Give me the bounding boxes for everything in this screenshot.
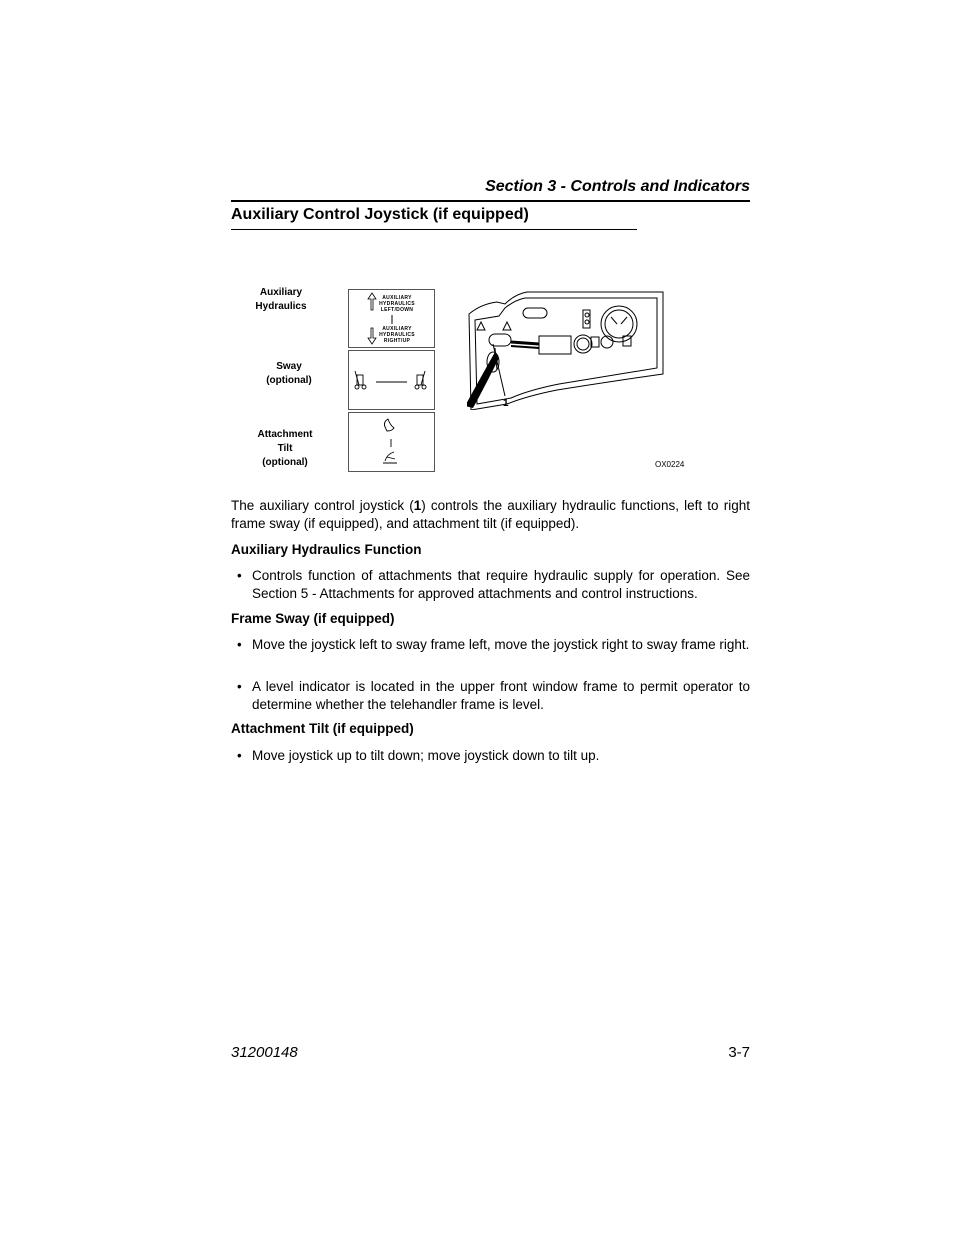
callout-number: 1 xyxy=(503,398,509,409)
document-number: 31200148 xyxy=(231,1044,298,1061)
aux-hydraulics-decal xyxy=(348,289,435,348)
decal-aux-right-up: AUXILIARY HYDRAULICS RIGHT/UP xyxy=(379,326,415,344)
section-header: Section 3 - Controls and Indicators xyxy=(231,176,750,202)
aux-hydraulics-label: Auxiliary Hydraulics xyxy=(255,287,307,312)
decal-aux-left-down: AUXILIARY HYDRAULICS LEFT/DOWN xyxy=(379,295,415,313)
list-item: • Move joystick up to tilt down; move joystick down to tilt up. xyxy=(237,748,600,763)
list-item: • Move the joystick left to sway frame left, move the joystick right to sway frame right. xyxy=(237,637,750,652)
joystick-figure xyxy=(231,280,701,480)
attachment-tilt-heading: Attachment Tilt (if equipped) xyxy=(231,721,414,736)
callout-leader-line xyxy=(489,342,517,400)
attachment-tilt-label: Attachment Tilt (optional) xyxy=(257,429,313,468)
sway-decal xyxy=(348,350,435,410)
frame-sway-icon xyxy=(349,351,434,409)
list-item: • Controls function of attachments that require hydraulic supply for operation. See Section 5 - Attachments for approved attachments and control instructions. xyxy=(237,568,750,601)
frame-sway-heading: Frame Sway (if equipped) xyxy=(231,611,395,626)
page-number: 3-7 xyxy=(728,1044,750,1061)
sway-label: Sway (optional) xyxy=(266,361,312,386)
attachment-tilt-icon xyxy=(349,413,434,471)
intro-paragraph: The auxiliary control joystick (1) controls the auxiliary hydraulic functions, left to right frame sway (if equipped), and attachment tilt (if equipped). xyxy=(231,498,750,531)
page-title: Auxiliary Control Joystick (if equipped) xyxy=(231,205,637,230)
list-item: • A level indicator is located in the upper front window frame to permit operator to determine whether the telehandler frame is level. xyxy=(237,679,750,712)
aux-hydraulics-heading: Auxiliary Hydraulics Function xyxy=(231,542,422,557)
tilt-decal xyxy=(348,412,435,472)
figure-code: OX0224 xyxy=(655,460,685,469)
